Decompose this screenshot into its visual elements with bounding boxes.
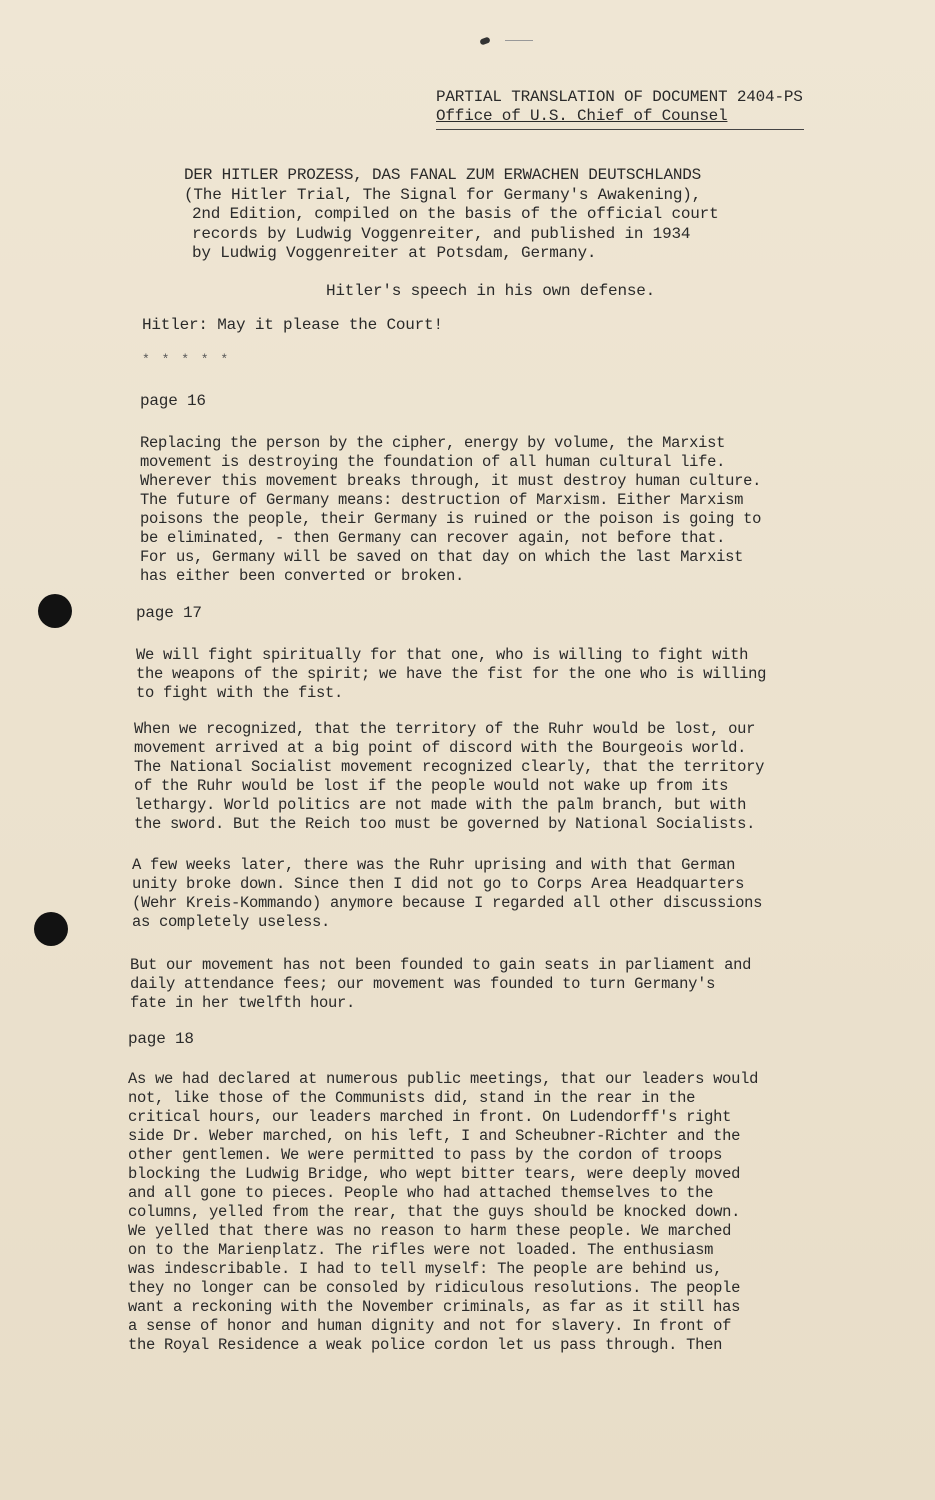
text-line: The future of Germany means: destruction of Marxism. Either Marxism (140, 491, 744, 509)
citation-line: DER HITLER PROZESS, DAS FANAL ZUM ERWACHEN DEUTSCHLANDS (184, 166, 702, 184)
text-line: A few weeks later, there was the Ruhr uprising and with that German (132, 856, 736, 874)
text-line: be eliminated, - then Germany can recover again, not before that. (140, 529, 726, 547)
paragraph (140, 434, 761, 586)
text-line: not, like those of the Communists did, stand in the rear in the (128, 1089, 696, 1107)
page-label-17: page 17 (136, 604, 202, 622)
text-line: columns, yelled from the rear, that the guys should be knocked down. (128, 1203, 741, 1221)
text-line: the weapons of the spirit; we have the fist for the one who is willing (136, 665, 767, 683)
text-line: Replacing the person by the cipher, energy by volume, the Marxist (140, 434, 726, 452)
text-line: the Royal Residence a weak police cordon let us pass through. Then (128, 1336, 723, 1354)
citation-line: by Ludwig Voggenreiter at Potsdam, Germany. (192, 244, 597, 262)
salutation: Hitler: May it please the Court! (142, 316, 443, 334)
text-line: critical hours, our leaders marched in front. On Ludendorff's right (128, 1108, 732, 1126)
text-line: movement arrived at a big point of discord with the Bourgeois world. (134, 739, 747, 757)
text-line: The National Socialist movement recognized clearly, that the territory (134, 758, 765, 776)
citation-line: (The Hitler Trial, The Signal for Germany's Awakening), (184, 185, 702, 204)
page-label-16: page 16 (140, 392, 206, 410)
text-line: For us, Germany will be saved on that day on which the last Marxist (140, 548, 744, 566)
text-line: and all gone to pieces. People who had attached themselves to the (128, 1184, 714, 1202)
text-line: of the Ruhr would be lost if the people would not wake up from its (134, 777, 729, 795)
source-citation (184, 166, 744, 264)
paragraph (128, 1070, 758, 1355)
text-line: We yelled that there was no reason to harm these people. We marched (128, 1222, 732, 1240)
text-line: want a reckoning with the November criminals, as far as it still has (128, 1298, 741, 1316)
text-line: movement is destroying the foundation of all human cultural life. (140, 453, 726, 471)
citation-line: records by Ludwig Voggenreiter, and published in 1934 (192, 224, 691, 243)
citation-line: 2nd Edition, compiled on the basis of the official court (192, 205, 719, 223)
ink-mark (479, 36, 490, 45)
document-header (436, 88, 816, 126)
text-line: lethargy. World politics are not made with the palm branch, but with (134, 796, 747, 814)
text-line: As we had declared at numerous public meetings, that our leaders would (128, 1070, 759, 1088)
text-line: fate in her twelfth hour. (130, 994, 356, 1012)
text-line: But our movement has not been founded to gain seats in parliament and (130, 956, 752, 974)
ink-stroke (505, 40, 533, 41)
text-line: was indescribable. I had to tell myself: The people are behind us, (128, 1260, 723, 1278)
text-line: blocking the Ludwig Bridge, who wept bitter tears, were deeply moved (128, 1165, 741, 1183)
text-line: has either been converted or broken. (140, 567, 465, 585)
text-line: other gentlemen. We were permitted to pass by the cordon of troops (128, 1146, 723, 1164)
text-line: Wherever this movement breaks through, it must destroy human culture. (140, 472, 762, 490)
text-line: on to the Marienplatz. The rifles were not loaded. The enthusiasm (128, 1241, 714, 1259)
paragraph (132, 856, 762, 932)
text-line: We will fight spiritually for that one, who is willing to fight with (136, 646, 749, 664)
header-office: Office of U.S. Chief of Counsel (436, 107, 728, 125)
paragraph (130, 956, 751, 1013)
text-line: the sword. But the Reich too must be governed by National Socialists. (134, 815, 756, 833)
text-line: a sense of honor and human dignity and not for slavery. In front of (128, 1317, 732, 1335)
paragraph (134, 720, 764, 834)
punch-hole-upper (38, 594, 72, 628)
page-label-18: page 18 (128, 1030, 194, 1048)
text-line: When we recognized, that the territory of the Ruhr would be lost, our (134, 720, 756, 738)
header-title: PARTIAL TRANSLATION OF DOCUMENT 2404-PS (436, 88, 803, 106)
text-line: daily attendance fees; our movement was founded to turn Germany's (130, 975, 716, 993)
text-line: unity broke down. Since then I did not go to Corps Area Headquarters (132, 875, 745, 893)
text-line: they no longer can be consoled by ridiculous resolutions. The people (128, 1279, 741, 1297)
text-line: side Dr. Weber marched, on his left, I and Scheubner-Richter and the (128, 1127, 741, 1145)
text-line: to fight with the fist. (136, 684, 344, 702)
text-line: poisons the people, their Germany is ruined or the poison is going to (140, 510, 762, 528)
section-separator: * * * * * (142, 352, 231, 367)
speech-subtitle: Hitler's speech in his own defense. (326, 282, 656, 300)
text-line: as completely useless. (132, 913, 331, 931)
punch-hole-lower (34, 912, 68, 946)
paragraph (136, 646, 766, 703)
header-rule (436, 129, 804, 130)
text-line: (Wehr Kreis-Kommando) anymore because I regarded all other discussions (132, 894, 763, 912)
